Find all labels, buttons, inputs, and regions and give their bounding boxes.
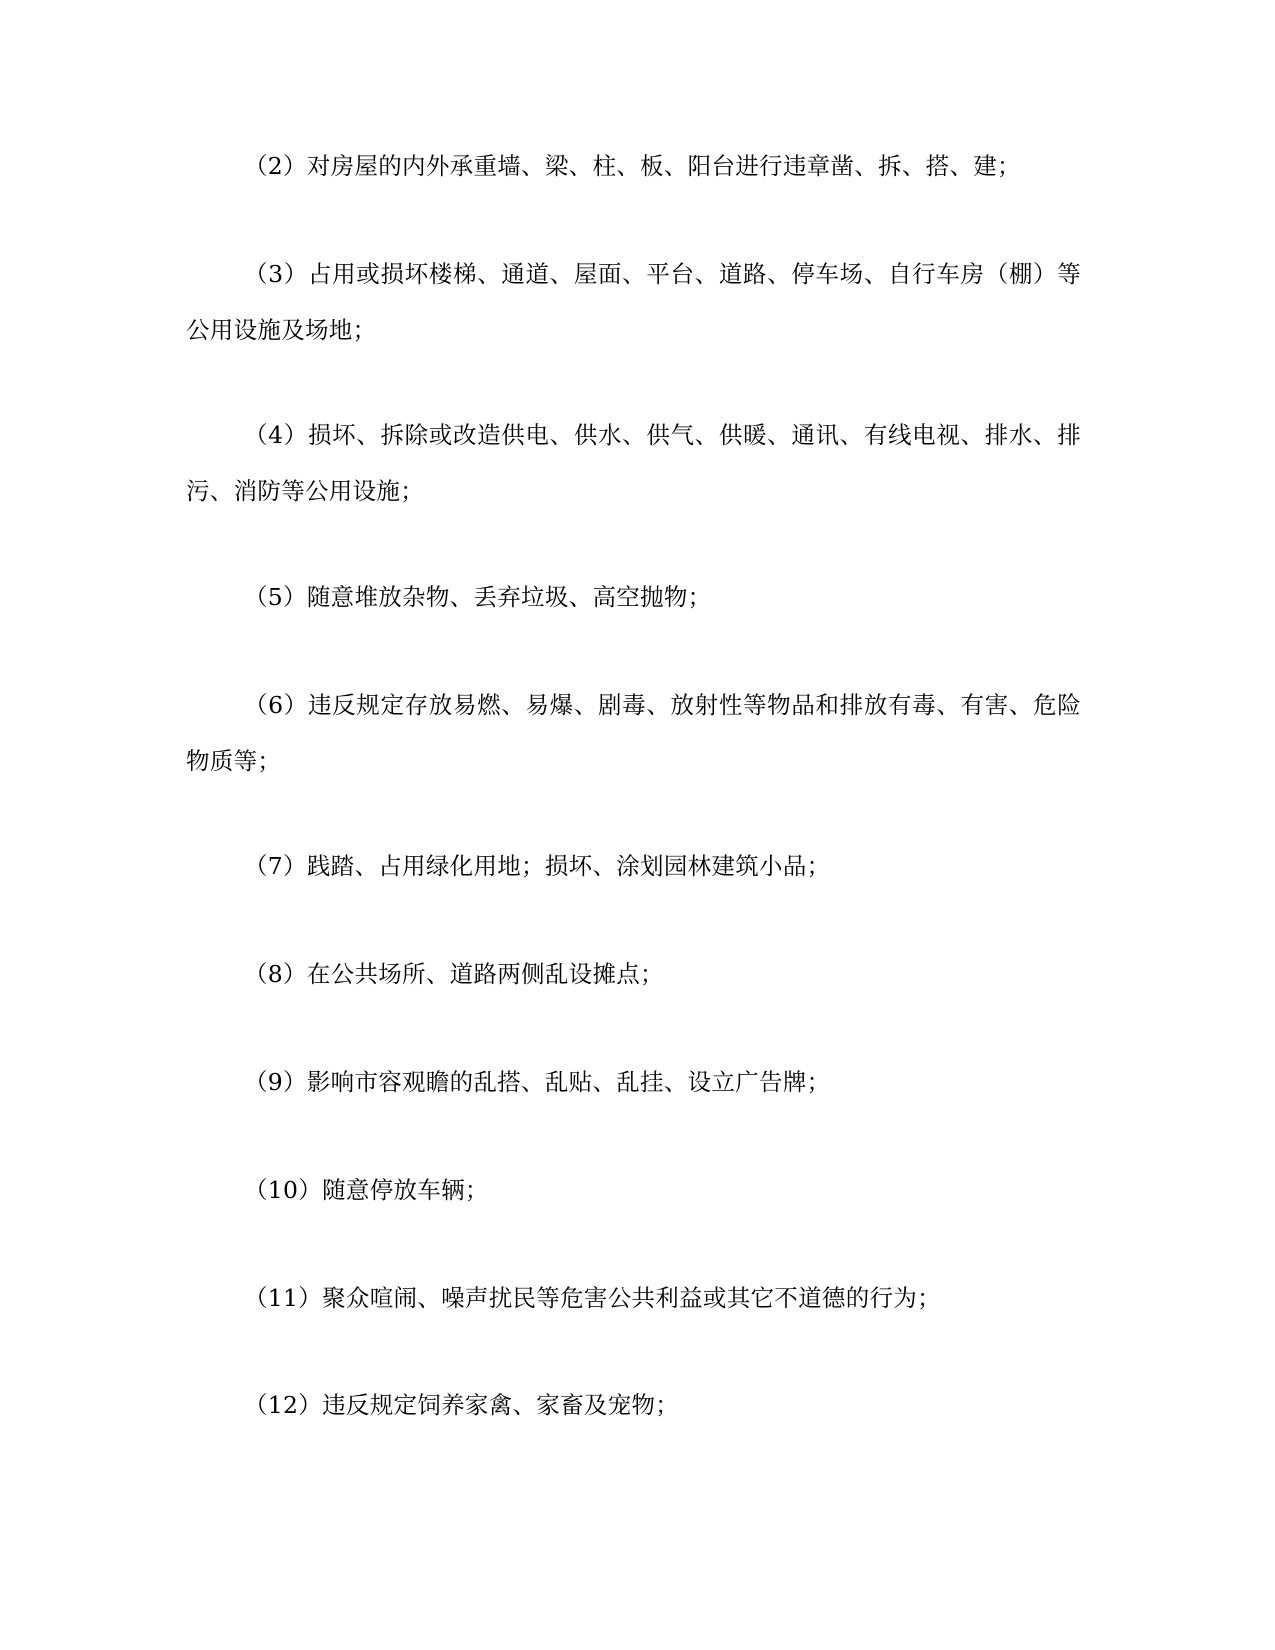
list-item: （2）对房屋的内外承重墙、梁、柱、板、阳台进行违章凿、拆、搭、建； (244, 152, 1021, 180)
list-item: （10）随意停放车辆； (244, 1176, 489, 1204)
list-item: （7）践踏、占用绿化用地；损坏、涂划园林建筑小品； (244, 852, 831, 880)
list-item: （9）影响市容观瞻的乱搭、乱贴、乱挂、设立广告牌； (244, 1068, 831, 1096)
list-item: （3）占用或损坏楼梯、通道、屋面、平台、道路、停车场、自行车房（棚）等公用设施及场地； (186, 260, 1081, 344)
list-item: （12）违反规定饲养家禽、家畜及宠物； (244, 1391, 680, 1419)
list-item: （5）随意堆放杂物、丢弃垃圾、高空抛物； (244, 583, 712, 611)
list-item: （4）损坏、拆除或改造供电、供水、供气、供暖、通讯、有线电视、排水、排污、消防等公用设施； (186, 421, 1081, 505)
list-item: （11）聚众喧闹、噪声扰民等危害公共利益或其它不道德的行为； (244, 1284, 941, 1312)
list-item: （8）在公共场所、道路两侧乱设摊点； (244, 960, 664, 988)
list-item: （6）违反规定存放易燃、易爆、剧毒、放射性等物品和排放有毒、有害、危险物质等； (186, 691, 1081, 775)
